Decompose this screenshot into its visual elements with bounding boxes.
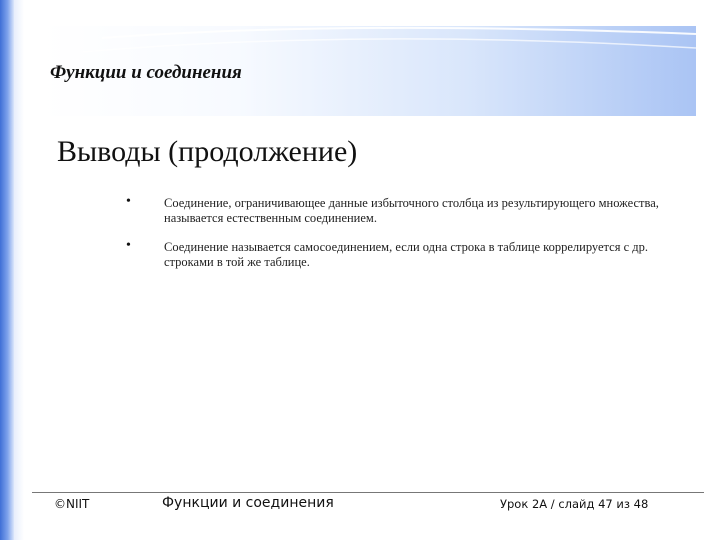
footer-topic: Функции и соединения (162, 495, 334, 511)
bullet-icon: • (126, 238, 131, 253)
header-title: Функции и соединения (50, 62, 242, 83)
bullet-text: Соединение называется самосоединением, если одна строка в таблице коррелируется с др. строками в той же таблице. (164, 240, 648, 269)
left-decorative-bar (0, 0, 14, 540)
left-bar-fade (14, 0, 24, 540)
bullet-item (120, 196, 690, 226)
bullet-text: Соединение, ограничивающее данные избыточного столбца из результирующего множества, называется естественным соединением. (164, 196, 659, 225)
footer-page-number: Урок 2A / слайд 47 из 48 (500, 497, 649, 511)
footer-divider (32, 492, 704, 493)
slide-title: Выводы (продолжение) (57, 135, 358, 168)
bullet-item (120, 240, 690, 270)
bullet-icon: • (126, 194, 131, 209)
bullet-list (120, 196, 690, 284)
footer-copyright: ©NIIT (54, 497, 90, 511)
